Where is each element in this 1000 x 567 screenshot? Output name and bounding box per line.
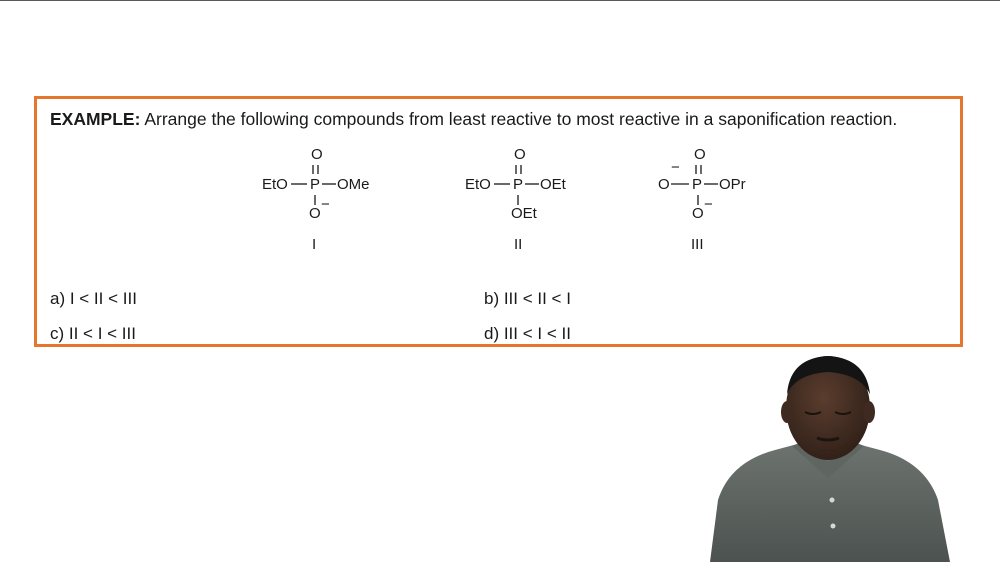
compound-1-top-oxygen: O [311,146,323,163]
compound-3-right-group: OPr [719,176,746,193]
compound-1-right-group: OMe [337,176,370,193]
question-prompt [50,109,897,130]
compound-2-bottom-group: OEt [511,205,537,222]
compound-2 [460,143,620,258]
compound-2-phosphorus: P [513,176,524,193]
option-a[interactable]: a) I < II < III [50,289,137,308]
compound-3 [641,143,801,258]
example-label: EXAMPLE: [50,109,141,129]
compound-3-left-charge: − [671,159,680,176]
example-card [34,96,963,347]
presenter-figure [700,350,955,562]
compound-3-bottom-charge: − [704,196,713,213]
compound-3-phosphorus: P [692,176,703,193]
compound-2-left-group: EtO [465,176,491,193]
option-c[interactable]: c) II < I < III [50,324,136,343]
compound-3-top-oxygen: O [694,146,706,163]
compound-1 [257,143,417,258]
compound-1-bottom-oxygen: O [309,205,321,222]
option-b[interactable]: b) III < II < I [484,289,571,308]
compound-1-left-group: EtO [262,176,288,193]
option-d[interactable]: d) III < I < II [484,324,571,343]
compound-3-left-oxygen: O [658,176,670,193]
compound-2-right-group: OEt [540,176,566,193]
compound-2-numeral: II [514,236,523,253]
compound-3-bottom-oxygen: O [692,205,704,222]
example-question: Arrange the following compounds from least reactive to most reactive in a saponification reaction. [144,109,898,129]
compound-1-bottom-charge: − [321,196,330,213]
top-divider [0,0,1000,1]
compound-3-numeral: III [691,236,704,253]
compound-1-numeral: I [312,236,317,253]
compound-1-phosphorus: P [310,176,321,193]
compound-2-top-oxygen: O [514,146,526,163]
presenter-video [700,350,955,562]
